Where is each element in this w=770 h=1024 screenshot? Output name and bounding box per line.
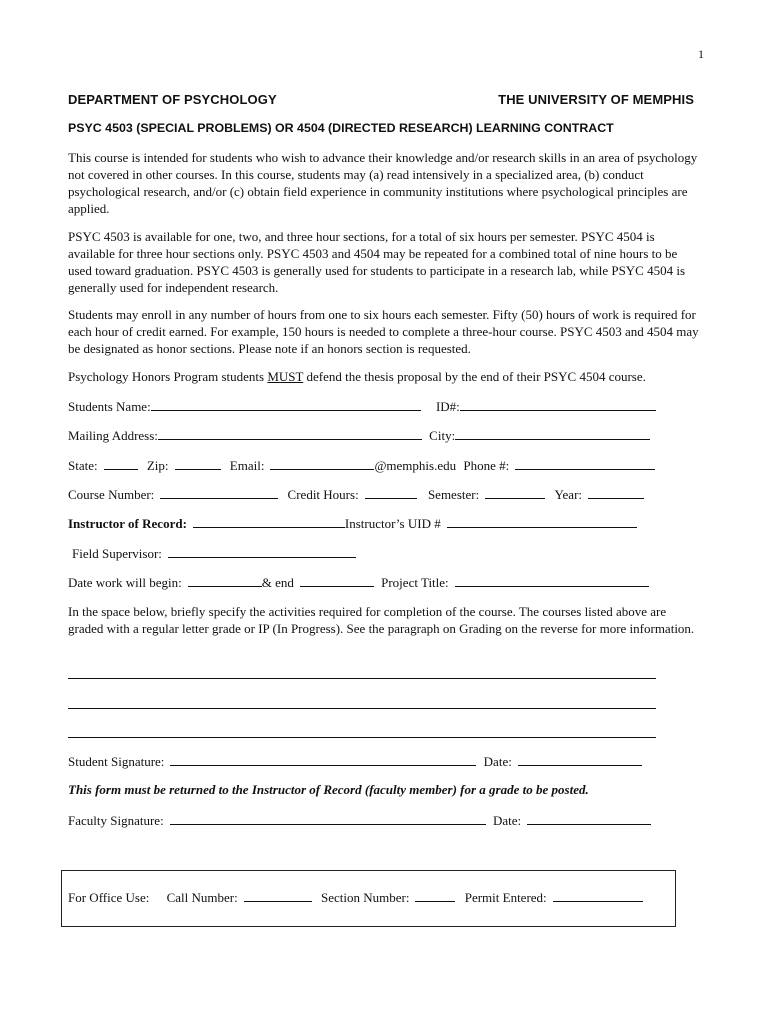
call-number-field[interactable]: [244, 889, 312, 902]
availability-text: PSYC 4503 is available for one, two, and three hour sections, for a total of six hours per semester. PSYC 4504 is available for three hour sections only. PSYC 4503 and 4504 may be repeated for a combined total of nine hours to be used toward graduation. PSYC 4503 is generally used for students to participate in a research lab, while PSYC 4504 is generally used for independent research.: [68, 229, 686, 295]
university-name: THE UNIVERSITY OF MEMPHIS: [498, 92, 694, 107]
instructor-uid-field[interactable]: [447, 515, 637, 528]
section-number-label: Section Number:: [321, 890, 410, 905]
honors-text: [68, 368, 701, 385]
department-name: DEPARTMENT OF PSYCHOLOGY: [68, 92, 277, 107]
year-label: Year:: [554, 487, 583, 502]
activities-line-2[interactable]: [68, 708, 656, 709]
office-use-row: [68, 889, 643, 906]
student-date-label: Date:: [483, 754, 512, 769]
office-use-label: For Office Use:: [68, 890, 150, 905]
intro-paragraph: [68, 149, 701, 217]
faculty-signature-label: Faculty Signature:: [68, 813, 164, 828]
contact-row: [68, 457, 655, 474]
zip-label: Zip:: [146, 458, 169, 473]
date-begin-label: Date work will begin:: [68, 575, 182, 590]
email-label: Email:: [229, 458, 265, 473]
end-label: & end: [261, 575, 294, 590]
return-notice: This form must be returned to the Instructor of Record (faculty member) for a grade to be posted.: [68, 782, 589, 797]
student-name-field[interactable]: [151, 398, 421, 411]
honors-must: MUST: [267, 369, 304, 384]
availability-paragraph: [68, 228, 701, 296]
permit-entered-field[interactable]: [553, 889, 643, 902]
student-signature-row: [68, 753, 642, 770]
field-supervisor-row: [72, 545, 356, 562]
faculty-date-label: Date:: [492, 813, 522, 828]
email-field[interactable]: [270, 457, 374, 470]
activities-text: In the space below, briefly specify the activities required for completion of the course. The courses listed above are graded with a regular letter grade or IP (In Progress). See the paragraph on Grading on the reverse for more information.: [68, 604, 695, 636]
semester-field[interactable]: [485, 486, 545, 499]
honors-post: defend the thesis proposal by the end of their PSYC 4504 course.: [303, 369, 646, 384]
end-date-field[interactable]: [300, 574, 374, 587]
faculty-date-field[interactable]: [527, 812, 651, 825]
phone-label: Phone #:: [463, 458, 510, 473]
phone-field[interactable]: [515, 457, 655, 470]
date-begin-field[interactable]: [188, 574, 262, 587]
page-number: 1: [698, 47, 704, 61]
year-field[interactable]: [588, 486, 644, 499]
enrollment-paragraph: [68, 306, 701, 357]
mailing-address-field[interactable]: [158, 427, 422, 440]
student-signature-field[interactable]: [170, 753, 476, 766]
instructor-uid-label: Instructor’s UID #: [344, 516, 441, 531]
course-number-field[interactable]: [160, 486, 278, 499]
semester-label: Semester:: [427, 487, 480, 502]
honors-pre: Psychology Honors Program students: [68, 369, 268, 384]
id-label: ID#:: [435, 399, 460, 414]
instructor-of-record-field[interactable]: [193, 515, 345, 528]
instructor-row: [68, 515, 637, 532]
header: [68, 92, 694, 107]
honors-paragraph: [68, 368, 701, 385]
intro-text: This course is intended for students who wish to advance their knowledge and/or research skills in an area of psychology not covered in other courses. In this course, students may (a) read intensively in a specialized area, (b) conduct psychological research, and/or (c) obtain field experience in community institutions where psychological principles are applied.: [68, 150, 698, 216]
dates-row: [68, 574, 649, 591]
mailing-address-label: Mailing Address:: [68, 428, 158, 443]
call-number-label: Call Number:: [166, 890, 238, 905]
permit-entered-label: Permit Entered:: [464, 890, 547, 905]
credit-hours-label: Credit Hours:: [287, 487, 359, 502]
activities-paragraph: [68, 603, 701, 637]
student-date-field[interactable]: [518, 753, 642, 766]
project-title-label: Project Title:: [381, 575, 449, 590]
course-row: [68, 486, 644, 503]
city-field[interactable]: [455, 427, 650, 440]
field-supervisor-field[interactable]: [168, 545, 356, 558]
mailing-address-row: [68, 427, 650, 444]
activities-line-3[interactable]: [68, 737, 656, 738]
faculty-signature-field[interactable]: [170, 812, 486, 825]
student-name-label: Students Name:: [68, 399, 151, 414]
form-title: PSYC 4503 (SPECIAL PROBLEMS) OR 4504 (DIRECTED RESEARCH) LEARNING CONTRACT: [68, 121, 614, 135]
activities-line-1[interactable]: [68, 678, 656, 679]
id-field[interactable]: [460, 398, 656, 411]
instructor-of-record-label: Instructor of Record:: [68, 516, 187, 531]
office-use-box: [61, 870, 676, 927]
field-supervisor-label: Field Supervisor:: [72, 546, 162, 561]
state-label: State:: [68, 458, 98, 473]
course-number-label: Course Number:: [68, 487, 155, 502]
faculty-signature-row: [68, 812, 651, 829]
city-label: City:: [429, 428, 456, 443]
enrollment-text: Students may enroll in any number of hours from one to six hours each semester. Fifty (50) hours of work is required for each hour of credit earned. For example, 150 hours is needed to complete a three-hour course. PSYC 4503 and 4504 may be designated as honor sections. Please note if an honors section is requested.: [68, 307, 699, 356]
section-number-field[interactable]: [415, 889, 455, 902]
zip-field[interactable]: [175, 457, 221, 470]
student-name-row: [68, 398, 656, 415]
credit-hours-field[interactable]: [365, 486, 417, 499]
state-field[interactable]: [104, 457, 138, 470]
student-signature-label: Student Signature:: [68, 754, 165, 769]
email-domain: @memphis.edu: [374, 458, 457, 473]
project-title-field[interactable]: [455, 574, 649, 587]
